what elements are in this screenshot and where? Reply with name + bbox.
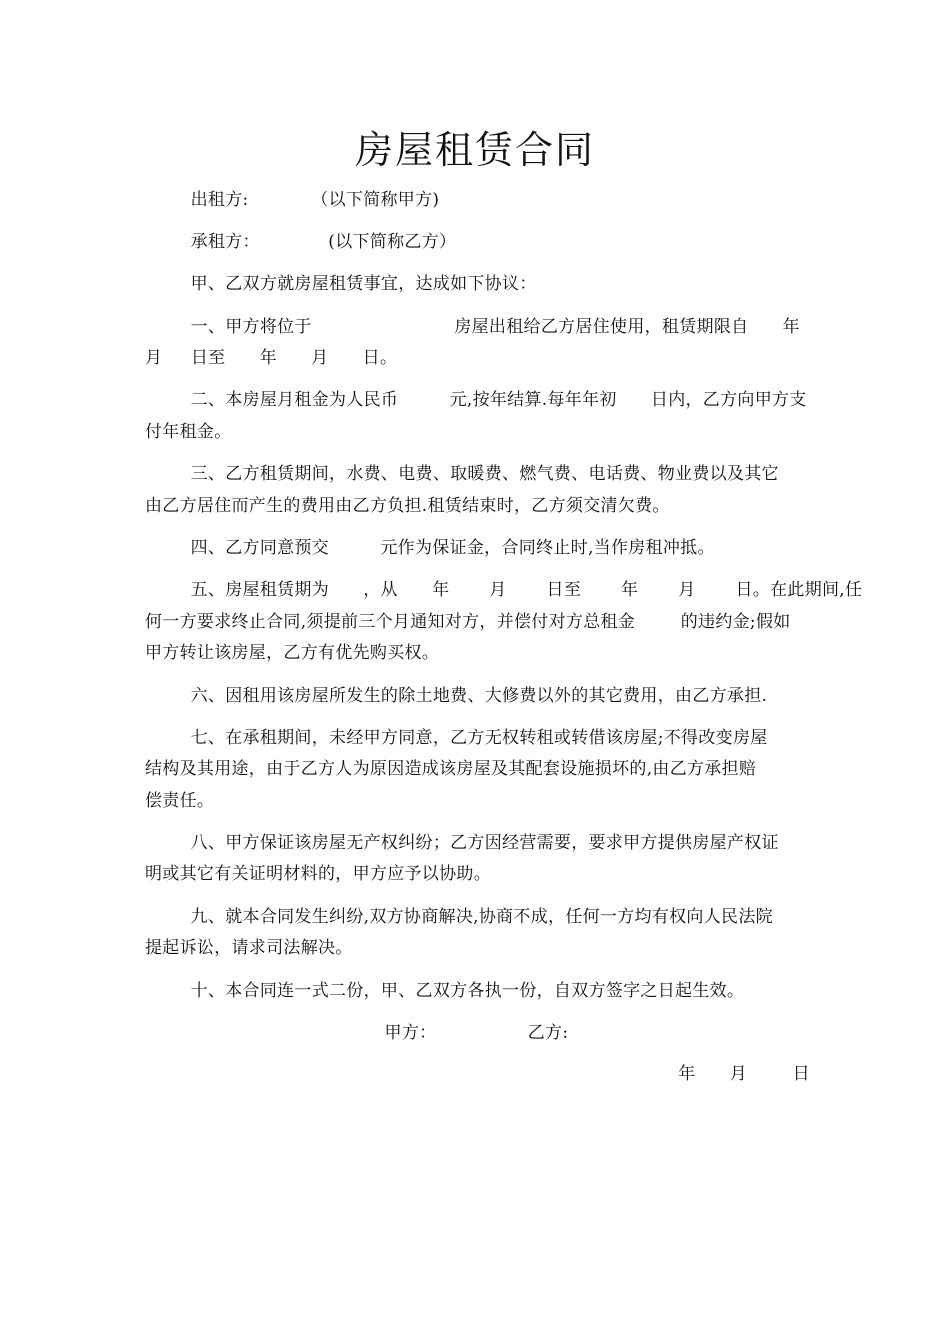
clause-5-line-2: 何一方要求终止合同,须提前三个月通知对方，并偿付对方总租金 的违约金;假如 xyxy=(145,612,791,632)
clause-1-line-1: 一、甲方将位于 房屋出租给乙方居住使用，租赁期限自 年 xyxy=(145,317,800,337)
clause-1-line-2: 月 日至 年 月 日。 xyxy=(145,348,398,368)
party-b-line: 承租方： (以下简称乙方） xyxy=(145,232,457,252)
clause-4: 四、乙方同意预交 元作为保证金，合同终止时,当作房租冲抵。 xyxy=(145,538,715,558)
clause-3-line-2: 由乙方居住而产生的费用由乙方负担.租赁结束时，乙方须交清欠费。 xyxy=(145,496,670,516)
clause-5-line-1: 五、房屋租赁期为 ，从 年 月 日至 年 月 日。在此期间,任 xyxy=(145,580,863,600)
clause-2-line-2: 付年租金。 xyxy=(145,422,232,442)
clause-8-line-2: 明或其它有关证明材料的，甲方应予以协助。 xyxy=(145,864,491,884)
signature-line: 甲方： 乙方: xyxy=(145,1023,569,1043)
clause-3-line-1: 三、乙方租赁期间，水费、电费、取暖费、燃气费、电话费、物业费以及其它 xyxy=(145,464,779,484)
clause-6: 六、因租用该房屋所发生的除土地费、大修费以外的其它费用，由乙方承担. xyxy=(145,686,768,706)
clause-2-line-1: 二、本房屋月租金为人民币 元,按年结算.每年年初 日内，乙方向甲方支 xyxy=(145,390,807,410)
agreement-intro: 甲、乙双方就房屋租赁事宜，达成如下协议： xyxy=(145,274,537,294)
clause-7-line-2: 结构及其用途，由于乙方人为原因造成该房屋及其配套设施损坏的,由乙方承担赔 xyxy=(145,759,757,779)
date-line: 年 月 日 xyxy=(678,1064,810,1084)
clause-9-line-1: 九、就本合同发生纠纷,双方协商解决,协商不成，任何一方均有权向人民法院 xyxy=(145,907,773,927)
document-title: 房屋租赁合同 xyxy=(354,128,595,172)
clause-8-line-1: 八、甲方保证该房屋无产权纠纷；乙方因经营需要，要求甲方提供房屋产权证 xyxy=(145,833,779,853)
clause-9-line-2: 提起诉讼，请求司法解决。 xyxy=(145,938,353,958)
clause-5-line-3: 甲方转让该房屋，乙方有优先购买权。 xyxy=(145,643,440,663)
clause-7-line-1: 七、在承租期间，未经甲方同意，乙方无权转租或转借该房屋;不得改变房屋 xyxy=(145,728,768,748)
party-a-line: 出租方: （以下简称甲方) xyxy=(145,190,440,210)
clause-10: 十、本合同连一式二份，甲、乙双方各执一份，自双方签字之日起生效。 xyxy=(145,981,745,1001)
clause-7-line-3: 偿责任。 xyxy=(145,791,215,811)
